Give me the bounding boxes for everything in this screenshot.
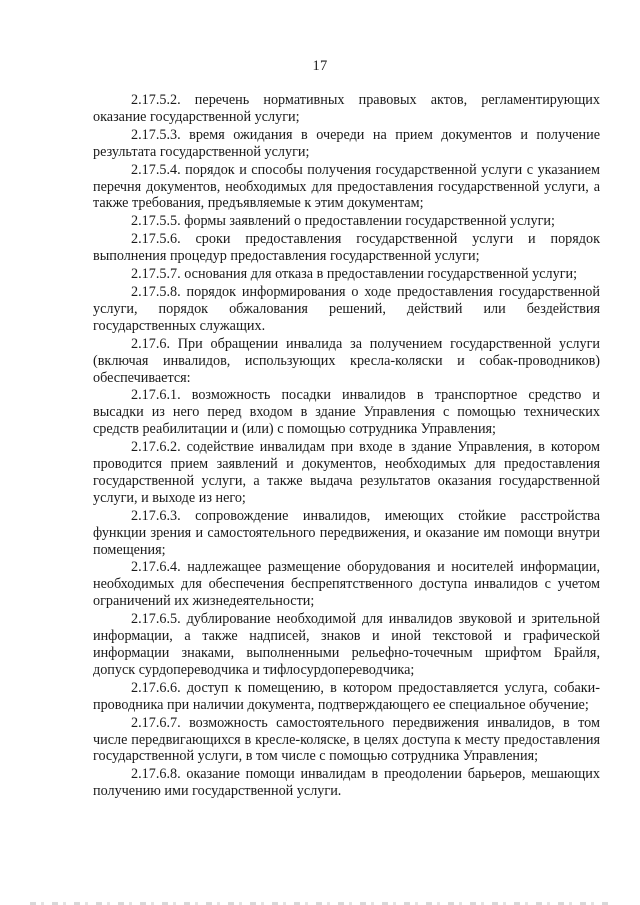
paragraph-2-17-5-4: 2.17.5.4. порядок и способы получения государственной услуги с указанием перечня документов, необходимых для предоставления государственной услуги, а также требования, предъявляемые к этим документам; [93, 161, 600, 212]
paragraph-2-17-5-6: 2.17.5.6. сроки предоставления государственной услуги и порядок выполнения процедур предоставления государственной услуги; [93, 231, 600, 265]
paragraph-2-17-5-7: 2.17.5.7. основания для отказа в предоставлении государственной услуги; [131, 266, 578, 283]
document-body [93, 92, 600, 801]
paragraph-2-17-6-4: 2.17.6.4. надлежащее размещение оборудования и носителей информации, необходимых для обеспечения беспрепятственного доступа инвалидов с учетом ограничений их жизнедеятельности; [93, 559, 600, 610]
paragraph-2-17-6-5: 2.17.6.5. дублирование необходимой для инвалидов звуковой и зрительной информации, а также надписей, знаков и иной текстовой и графической информации знаками, выполненными рельефно-точечным шрифтом Брайля, допуск сурдопереводчика и тифлосурдопереводчика; [93, 611, 600, 678]
paragraph-2-17-5-5: 2.17.5.5. формы заявлений о предоставлении государственной услуги; [131, 213, 555, 230]
paragraph-2-17-5-8: 2.17.5.8. порядок информирования о ходе предоставления государственной услуги, порядок обжалования решений, действий или бездействия государственных служащих. [93, 283, 600, 334]
paragraph-2-17-5-2: 2.17.5.2. перечень нормативных правовых актов, регламентирующих оказание государственной услуги; [93, 92, 600, 125]
paragraph-2-17-6-2: 2.17.6.2. содействие инвалидам при входе в здание Управления, в котором проводится прием заявлений и документов, необходимых для предоставления государственной услуги, а также выдача результатов оказания государственной услуги, и выходе из него; [93, 439, 600, 506]
paragraph-2-17-6-7: 2.17.6.7. возможность самостоятельного передвижения инвалидов, в том числе передвигающихся в кресле-коляске, в целях доступа к месту предоставления государственной услуги, в том числе с помощью сотрудника Управления; [93, 714, 600, 765]
paragraph-2-17-6-8: 2.17.6.8. оказание помощи инвалидам в преодолении барьеров, мешающих получению ими государственной услуги. [93, 766, 600, 800]
paragraph-2-17-6: 2.17.6. При обращении инвалида за получением государственной услуги (включая инвалидов, использующих кресла-коляски и собак-проводников) обеспечивается: [93, 335, 600, 386]
page-number: 17 [312, 58, 328, 74]
paragraph-2-17-6-1: 2.17.6.1. возможность посадки инвалидов в транспортное средство и высадки из него перед входом в здание Управления с помощью технических средств реабилитации и (или) с помощью сотрудника Управления; [93, 387, 600, 438]
paragraph-2-17-6-3: 2.17.6.3. сопровождение инвалидов, имеющих стойкие расстройства функции зрения и самостоятельного передвижения, и оказание им помощи внутри помещения; [93, 507, 600, 558]
paragraph-2-17-5-3: 2.17.5.3. время ожидания в очереди на прием документов и получение результата государственной услуги; [93, 126, 600, 160]
paragraph-2-17-6-6: 2.17.6.6. доступ к помещению, в котором предоставляется услуга, собаки-проводника при наличии документа, подтверждающего ее специальное обучение; [93, 679, 600, 713]
